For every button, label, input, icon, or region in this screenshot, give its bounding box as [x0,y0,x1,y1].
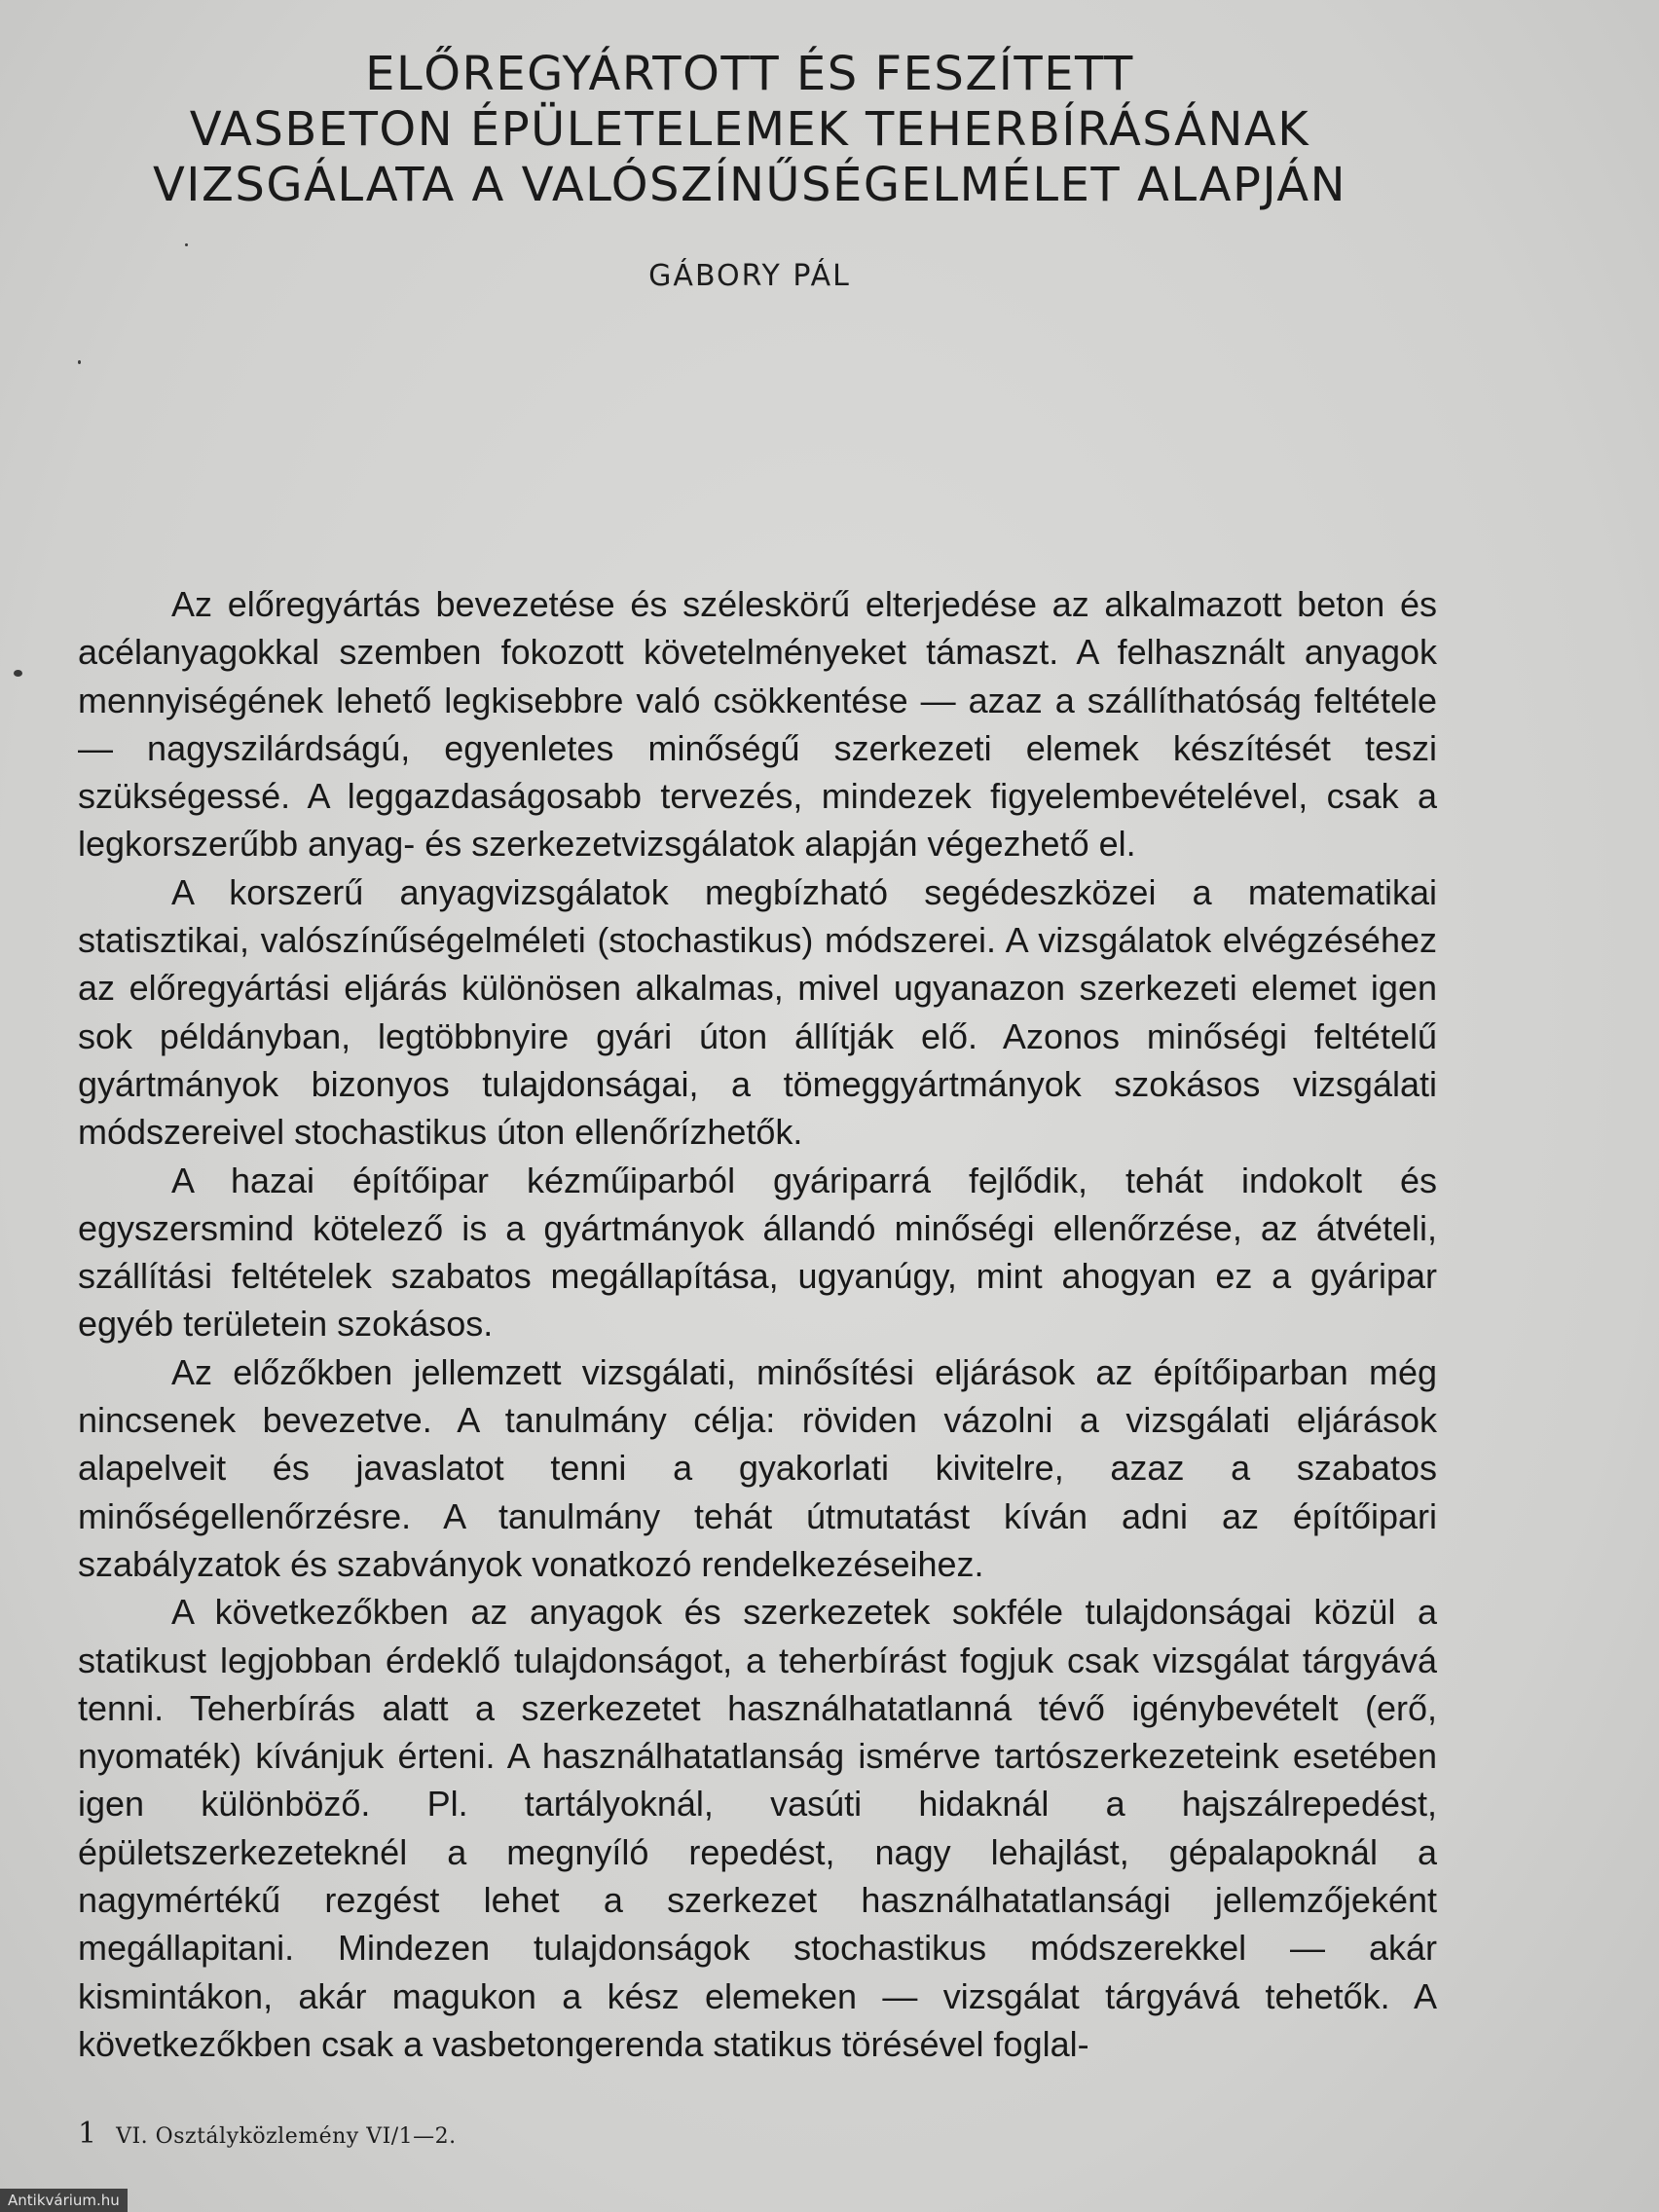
paragraph-5: A következőkben az anyagok és szerkezetek sokféle tulajdonságai közül a statikust legjobban érdeklő tulajdonságot, a teherbírást fogjuk csak vizsgálat tárgyává tenni. Teherbírás alatt a szerkezetet használhatatlanná tévő igénybevételt (erő, nyomaték) kívánjuk érteni. A használhatatlanság ismérve tartószerkezeteink esetében igen különböző. Pl. tartályoknál, vasúti hidaknál a hajszálrepedést, épületszerkezeteknél a megnyíló repedést, nagy lehajlást, gépalapoknál a nagymértékű rezgést lehet a szerkezet használhatatlansági jellemzőjeként megállapitani. Mindezen tulajdonságok stochastikus módszerekkel — akár kismintákon, akár magukon a kész elemeken — vizsgálat tárgyává tehetők. A következőkben csak a vasbetongerenda statikus törésével foglal- [78,1592,1437,2064]
scan-speck [185,243,188,246]
watermark-logo: Antikvárium.hu [0,2189,128,2212]
scan-speck [78,360,81,364]
author-name: GÁBORY PÁL [648,259,851,293]
paragraph-1: Az előregyártás bevezetése és széleskörű elterjedése az alkalmazott beton és acélanyagokkal szemben fokozott követelményeket támaszt. A felhasznált anyagok mennyiségének lehető legkisebbre való csökkentése — azaz a szállíthatóság feltétele — nagyszilárdságú, egyenletes minőségű szerkezeti elemek készítését teszi szükségessé. A leggazdaságosabb tervezés, mindezek figyelembevételével, csak a legkorszerűbb anyag- és szerkezetvizsgálatok alapján végezhető el. [78,584,1437,865]
paragraph-3: A hazai építőipar kézműiparból gyáriparrá fejlődik, tehát indokolt és egyszersmind kötelező is a gyártmányok állandó minőségi ellenőrzése, az átvételi, szállítási feltételek szabatos megállapítása, ugyanúgy, mint ahogyan ez a gyáripar egyéb területein szokásos. [78,1160,1437,1345]
footer-label: VI. Osztályközlemény VI/1—2. [116,2124,457,2149]
page-footer [78,2117,457,2151]
paragraph-2: A korszerű anyagvizsgálatok megbízható segédeszközei a matematikai statisztikai, valószínűségelméleti (stochastikus) módszerei. A vizsgálatok elvégzéséhez az előregyártási eljárás különösen alkalmas, mivel ugyanazon szerkezeti elemet igen sok példányban, legtöbbnyire gyári úton állítják elő. Azonos minőségi feltételű gyártmányok bizonyos tulajdonságai, a tömeggyártmányok szokásos vizsgálati módszereivel stochastikus úton ellenőrízhetők. [78,871,1437,1153]
title-line-2: VASBETON ÉPÜLETELEMEK TEHERBÍRÁSÁNAK [189,102,1310,157]
title-line-3: VIZSGÁLATA A VALÓSZÍNŰSÉGELMÉLET ALAPJÁN [152,158,1347,212]
article-body [78,580,1437,2068]
scan-speck [14,670,22,677]
article-title [0,47,1499,213]
page-number: 1 [78,2117,97,2151]
title-line-1: ELŐREGYÁRTOTT ÉS FESZÍTETT [365,47,1134,101]
paragraph-4: Az előzőkben jellemzett vizsgálati, minősítési eljárások az építőiparban még nincsenek bevezetve. A tanulmány célja: röviden vázolni a vizsgálati eljárások alapelveit és javaslatot tenni a gyakorlati kivitelre, azaz a szabatos minőségellenőrzésre. A tanulmány tehát útmutatást kíván adni az építőipari szabályzatok és szabványok vonatkozó rendelkezéseihez. [78,1351,1437,1584]
